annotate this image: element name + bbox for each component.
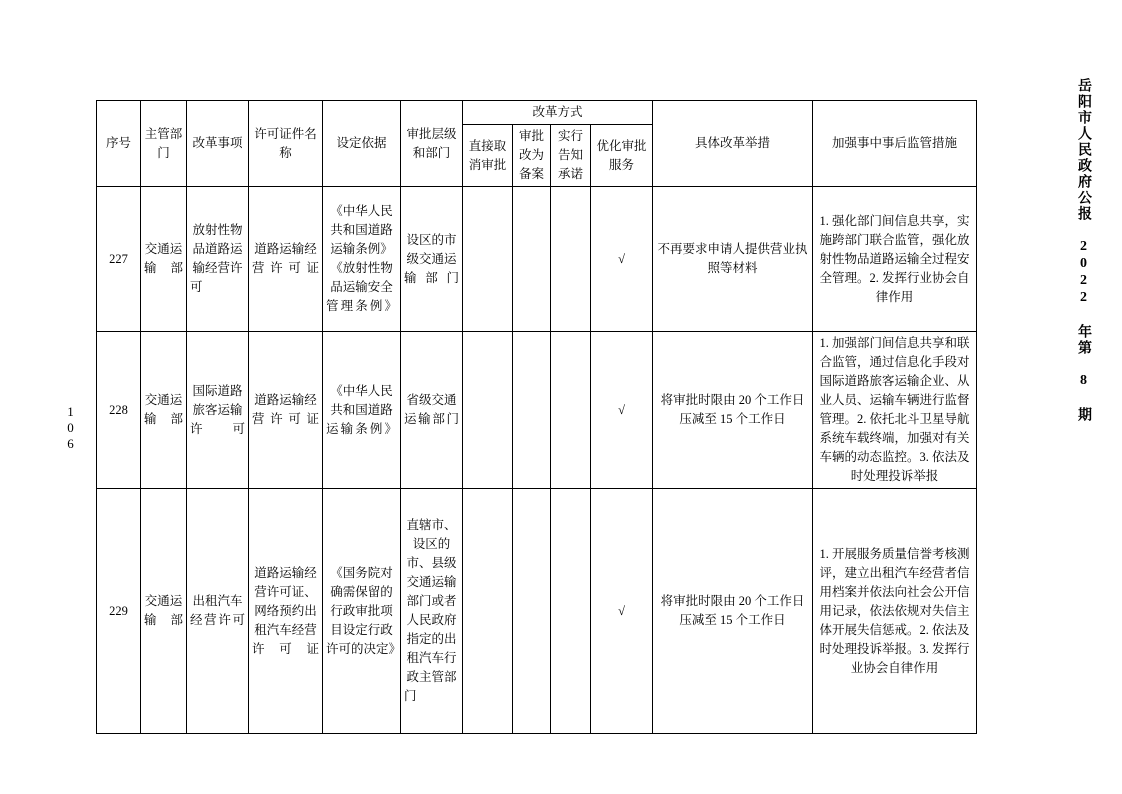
cell-measures: 将审批时限由 20 个工作日压减至 15 个工作日 xyxy=(653,332,813,489)
header-item: 改革事项 xyxy=(187,101,249,187)
cell-level: 直辖市、设区的市、县级交通运输部门或者人民政府指定的出租汽车行政主管部门 xyxy=(401,489,463,734)
cell-basis: 《中华人民共和国道路运输条例》《放射性物品运输安全管理条例》 xyxy=(323,187,401,332)
cell-item: 出租汽车经营许可 xyxy=(187,489,249,734)
header-basis: 设定依据 xyxy=(323,101,401,187)
cell-license: 道路运输经营许可证、网络预约出租汽车经营许可证 xyxy=(249,489,323,734)
cell-optimize: √ xyxy=(591,187,653,332)
table-row xyxy=(97,332,977,489)
cell-cancel xyxy=(463,489,513,734)
cell-dept: 交通运输部 xyxy=(141,187,187,332)
cell-license: 道路运输经营许可证 xyxy=(249,332,323,489)
cell-level: 设区的市级交通运输部门 xyxy=(401,187,463,332)
page-number: 106 xyxy=(63,404,78,452)
header-cancel: 直接取消审批 xyxy=(463,125,513,187)
table-row xyxy=(97,187,977,332)
table-header xyxy=(97,101,977,187)
running-header: 岳阳市人民政府公报 2022 年第 8 期 xyxy=(1076,78,1091,423)
cell-basis: 《国务院对确需保留的行政审批项目设定行政许可的决定》 xyxy=(323,489,401,734)
cell-record xyxy=(513,332,551,489)
table-row xyxy=(97,489,977,734)
cell-level: 省级交通运输部门 xyxy=(401,332,463,489)
cell-item: 放射性物品道路运输经营许可 xyxy=(187,187,249,332)
cell-cancel xyxy=(463,332,513,489)
cell-promise xyxy=(551,187,591,332)
cell-record xyxy=(513,187,551,332)
reform-list-table xyxy=(96,100,977,734)
header-measures: 具体改革举措 xyxy=(653,101,813,187)
cell-dept: 交通运输部 xyxy=(141,332,187,489)
cell-license: 道路运输经营许可证 xyxy=(249,187,323,332)
header-seq: 序号 xyxy=(97,101,141,187)
cell-seq: 229 xyxy=(97,489,141,734)
cell-supervision: 1. 开展服务质量信誉考核测评，建立出租汽车经营者信用档案并依法向社会公开信用记录，依法依规对失信主体开展失信惩戒。2. 依法及时处理投诉举报。3. 发挥行业协会自律作用 xyxy=(813,489,977,734)
cell-optimize: √ xyxy=(591,332,653,489)
header-promise: 实行告知承诺 xyxy=(551,125,591,187)
cell-cancel xyxy=(463,187,513,332)
cell-promise xyxy=(551,332,591,489)
cell-promise xyxy=(551,489,591,734)
cell-measures: 将审批时限由 20 个工作日压减至 15 个工作日 xyxy=(653,489,813,734)
cell-record xyxy=(513,489,551,734)
cell-basis: 《中华人民共和国道路运输条例》 xyxy=(323,332,401,489)
table-header-row-1 xyxy=(97,101,977,125)
cell-dept: 交通运输部 xyxy=(141,489,187,734)
cell-seq: 228 xyxy=(97,332,141,489)
header-supervision: 加强事中事后监管措施 xyxy=(813,101,977,187)
cell-supervision: 1. 强化部门间信息共享，实施跨部门联合监管，强化放射性物品道路运输全过程安全管理。2. 发挥行业协会自律作用 xyxy=(813,187,977,332)
cell-seq: 227 xyxy=(97,187,141,332)
header-record: 审批改为备案 xyxy=(513,125,551,187)
cell-optimize: √ xyxy=(591,489,653,734)
header-optimize: 优化审批服务 xyxy=(591,125,653,187)
header-reform-mode: 改革方式 xyxy=(463,101,653,125)
header-license: 许可证件名称 xyxy=(249,101,323,187)
cell-item: 国际道路旅客运输许可 xyxy=(187,332,249,489)
cell-measures: 不再要求申请人提供营业执照等材料 xyxy=(653,187,813,332)
table-body xyxy=(97,187,977,734)
cell-supervision: 1. 加强部门间信息共享和联合监管，通过信息化手段对国际道路旅客运输企业、从业人员、运输车辆进行监督管理。2. 依托北斗卫星导航系统车载终端，加强对有关车辆的动态监控。3. 依法及时处理投诉举报 xyxy=(813,332,977,489)
header-dept: 主管部门 xyxy=(141,101,187,187)
header-level: 审批层级和部门 xyxy=(401,101,463,187)
